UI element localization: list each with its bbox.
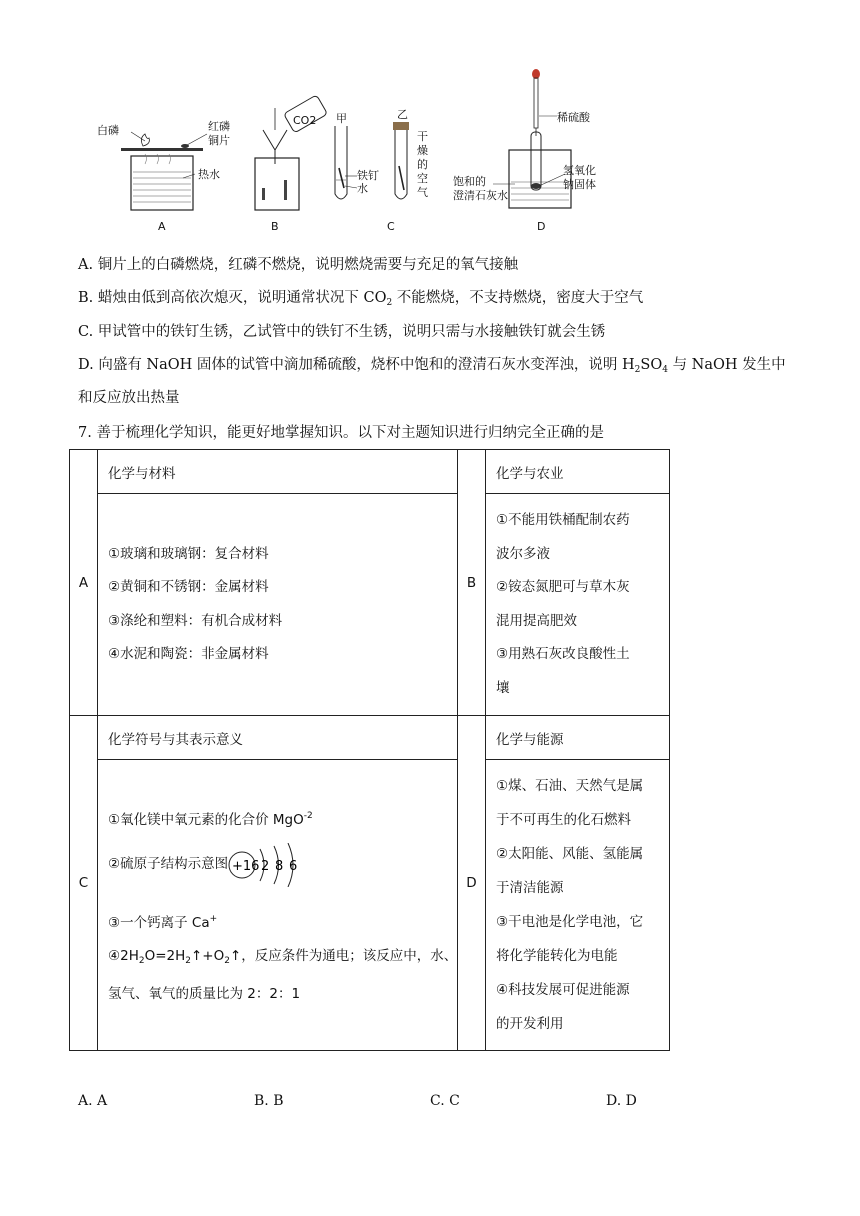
panel-c-label: C xyxy=(387,220,395,233)
list-item: 于不可再生的化石燃料 xyxy=(496,812,631,828)
row-label-a: A xyxy=(70,450,98,716)
q6-option-c: C. 甲试管中的铁钉生锈，乙试管中的铁钉不生锈，说明只需与水接触铁钉就会生锈 xyxy=(78,324,606,340)
cell-c-body xyxy=(98,760,458,1051)
label-dry-air-4: 空 xyxy=(417,172,428,185)
q7-option-d[interactable]: D. D xyxy=(606,1093,637,1109)
list-item: 的开发利用 xyxy=(496,1016,564,1032)
list-item: ①氧化镁中氧元素的化合价 MgO$^{-2}$ xyxy=(108,810,313,828)
nucleus-charge: +16 xyxy=(232,858,260,874)
panel-a-label: A xyxy=(158,220,166,233)
list-item: 将化学能转化为电能 xyxy=(496,948,618,964)
cell-a-title: 化学与材料 xyxy=(98,450,458,494)
list-item: ③干电池是化学电池，它 xyxy=(496,914,644,930)
row-label-b: B xyxy=(458,450,486,716)
cell-c-title: 化学符号与其表示意义 xyxy=(98,716,458,760)
cell-a-body xyxy=(98,494,458,716)
label-iron-nail: 铁钉 xyxy=(357,169,379,182)
list-item: ④水泥和陶瓷：非金属材料 xyxy=(108,646,269,662)
panel-c-test-tubes xyxy=(335,122,409,199)
q7-option-a[interactable]: A. A xyxy=(78,1093,108,1109)
list-item: 混用提高肥效 xyxy=(496,612,577,629)
label-water: 水 xyxy=(357,182,368,195)
label-limewater-2: 澄清石灰水 xyxy=(453,189,508,202)
cell-b-title: 化学与农业 xyxy=(486,450,670,494)
list-item: 氢气、氧气的质量比为 2：2：1 xyxy=(108,985,301,1002)
list-item: ①不能用铁桶配制农药 xyxy=(496,512,630,528)
list-item: ③用熟石灰改良酸性土 xyxy=(496,646,630,662)
shell-electron-count: 8 xyxy=(275,858,284,874)
list-item: ①煤、石油、天然气是属 xyxy=(496,778,644,794)
q7-option-b[interactable]: B. B xyxy=(254,1093,284,1109)
q7-summary-table xyxy=(69,449,670,1051)
label-dry-air-2: 燥 xyxy=(417,144,428,157)
q6-option-d: D. 向盛有 NaOH 固体的试管中滴加稀硫酸，烧杯中饱和的澄清石灰水变浑浊，说明 $H_2SO_4$ 与 NaOH 发生中 xyxy=(78,357,786,375)
list-item: 于清洁能源 xyxy=(496,880,564,896)
label-red-phosphorus: 红磷 xyxy=(208,120,230,133)
q6-option-a: A. 铜片上的白磷燃烧，红磷不燃烧，说明燃烧需要与充足的氧气接触 xyxy=(78,257,519,273)
panel-d-label: D xyxy=(537,220,546,233)
label-white-phosphorus: 白磷 xyxy=(97,124,119,137)
list-item: $④2H_2O=2H_2↑+O_2↑$，反应条件为通电；该反应中，水、 xyxy=(108,947,458,966)
cell-d-body xyxy=(486,760,670,1051)
panel-b-label: B xyxy=(271,220,279,233)
row-label-d: D xyxy=(458,716,486,1051)
label-tube-jia: 甲 xyxy=(336,112,347,125)
list-item: 波尔多液 xyxy=(496,545,550,562)
label-copper-sheet: 铜片 xyxy=(208,134,230,147)
label-dry-air-3: 的 xyxy=(417,158,428,171)
list-item: ②硫原子结构示意图 +16 2 8 6 xyxy=(108,841,447,889)
label-hot-water: 热水 xyxy=(198,168,220,181)
list-item: ②黄铜和不锈钢：金属材料 xyxy=(108,579,269,595)
cell-b-body xyxy=(486,494,670,716)
list-item: ②铵态氮肥可与草木灰 xyxy=(496,579,630,595)
sulfur-atom-structure-diagram xyxy=(228,843,308,887)
list-item: ②太阳能、风能、氢能属 xyxy=(496,846,644,862)
q7-stem: 7. 善于梳理化学知识，能更好地掌握知识。以下对主题知识进行归纳完全正确的是 xyxy=(78,425,604,441)
shell-electron-count: 2 xyxy=(261,858,270,874)
shell-electron-count: 6 xyxy=(289,858,298,874)
panel-a-hot-water-beaker xyxy=(121,132,207,210)
q6-option-b: B. 蜡烛由低到高依次熄灭，说明通常状况下 $CO_2$ 不能燃烧，不支持燃烧，密度大于空气 xyxy=(78,290,644,308)
label-naoh-1: 氢氧化 xyxy=(563,164,596,177)
label-dilute-sulfuric-acid: 稀硫酸 xyxy=(557,111,590,124)
list-item: 壤 xyxy=(496,679,510,696)
list-item: ①玻璃和玻璃钢：复合材料 xyxy=(108,545,269,562)
panel-d-beaker-dropper xyxy=(493,69,571,208)
label-co2: CO2 xyxy=(293,114,317,127)
label-naoh-2: 钠固体 xyxy=(563,178,596,191)
row-label-c: C xyxy=(70,716,98,1051)
label-limewater-1: 饱和的 xyxy=(453,175,486,188)
q6-option-d-continued: 和反应放出热量 xyxy=(78,390,180,406)
label-dry-air-5: 气 xyxy=(417,186,428,199)
cell-d-title: 化学与能源 xyxy=(486,716,670,760)
experiment-figure xyxy=(95,68,655,240)
q7-option-c[interactable]: C. C xyxy=(430,1093,460,1109)
list-item: ③一个钙离子 Ca+ xyxy=(108,913,218,931)
label-dry-air-1: 干 xyxy=(417,130,428,143)
label-tube-yi: 乙 xyxy=(397,108,408,121)
panel-b-candles-apparatus xyxy=(255,95,328,210)
list-item: ④科技发展可促进能源 xyxy=(496,982,630,998)
list-item: ③涤纶和塑料：有机合成材料 xyxy=(108,612,283,629)
